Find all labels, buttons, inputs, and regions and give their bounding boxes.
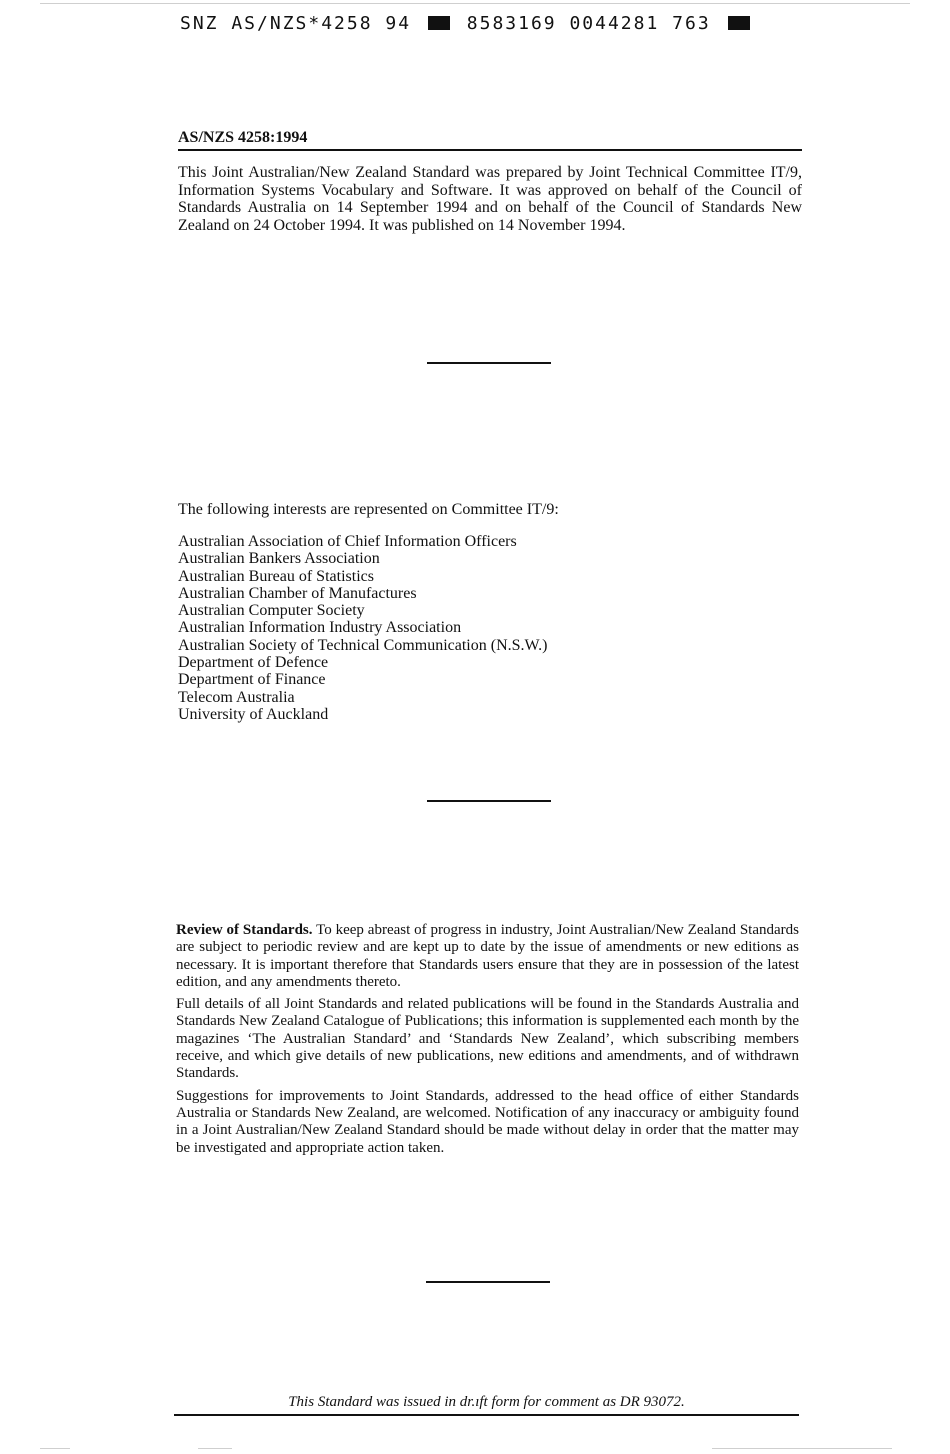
- draft-footer: [174, 1394, 799, 1416]
- scan-bottom-edge: [712, 1448, 892, 1449]
- suggestions-paragraph: Suggestions for improvements to Joint Standards, addressed to the head office of either Standards Australia or Standards New Zealand, are welcomed. Notification of any inaccuracy or ambiguity found in a Joint Australian/New Zealand Standard should be made without delay in order that the matter may be investigated and appropriate action taken.: [176, 1087, 799, 1156]
- tracking-code-prefix: SNZ AS/NZS*4258 94: [180, 13, 412, 34]
- barcode-block: [728, 16, 750, 30]
- section-divider: [427, 800, 551, 802]
- section-divider: [427, 362, 551, 364]
- committee-member: Department of Finance: [178, 671, 326, 689]
- committee-member: Australian Chamber of Manufactures: [178, 584, 417, 602]
- section-divider: [426, 1281, 550, 1283]
- scan-bottom-edge: [198, 1448, 232, 1449]
- committee-member: Australian Bankers Association: [178, 550, 380, 568]
- scan-top-edge: [40, 3, 910, 4]
- committee-member: Australian Association of Chief Information Officers: [178, 533, 517, 550]
- review-of-standards-section: [176, 922, 799, 1162]
- tracking-code-number: 8583169 0044281 763: [466, 13, 711, 34]
- preparation-paragraph: This Joint Australian/New Zealand Standard was prepared by Joint Technical Committee IT/9, Information Systems Vocabulary and Software. It was approved on behalf of the Council of Standards Australia on 14 September 1994 and on behalf of the Council of Standards New Zealand on 24 October 1994. It was published on 14 November 1994.: [178, 164, 802, 234]
- committee-member: Australian Information Industry Association: [178, 619, 462, 637]
- committee-member: Australian Bureau of Statistics: [178, 567, 374, 585]
- catalogue-paragraph: Full details of all Joint Standards and related publications will be found in the Standards Australia and Standards New Zealand Catalogue of Publications; this information is supplemented each month by the magazines ‘The Australian Standard’ and ‘Standards New Zealand’, which subscribing members receive, and which give details of new publications, new editions and amendments, and of withdrawn Standards.: [176, 996, 799, 1082]
- barcode-block: [428, 16, 450, 30]
- standard-header: [178, 129, 802, 151]
- committee-member: Australian Computer Society: [178, 602, 365, 620]
- committee-member: University of Auckland: [178, 705, 329, 723]
- document-tracking-code: [180, 13, 754, 34]
- committee-member-list: [178, 533, 547, 723]
- committee-member: Telecom Australia: [178, 688, 295, 706]
- review-text: To keep abreast of progress in industry, Joint Australian/New Zealand Standards are subject to periodic review and are kept up to date by the issue of amendments or new editions as necessary. It is important therefore that Standards users ensure that they are in possession of the latest edition, and any amendments thereto.: [176, 922, 799, 990]
- review-heading: Review of Standards.: [176, 922, 313, 938]
- scan-bottom-edge: [40, 1448, 70, 1449]
- standard-number: AS/NZS 4258:1994: [178, 129, 308, 146]
- committee-member: Department of Defence: [178, 654, 329, 672]
- review-paragraph: [176, 922, 799, 991]
- committee-intro: The following interests are represented on Committee IT/9:: [178, 501, 559, 518]
- committee-member: Australian Society of Technical Communication (N.S.W.): [178, 636, 548, 654]
- draft-footer-text: This Standard was issued in dr.ıft form for comment as DR 93072.: [288, 1394, 685, 1410]
